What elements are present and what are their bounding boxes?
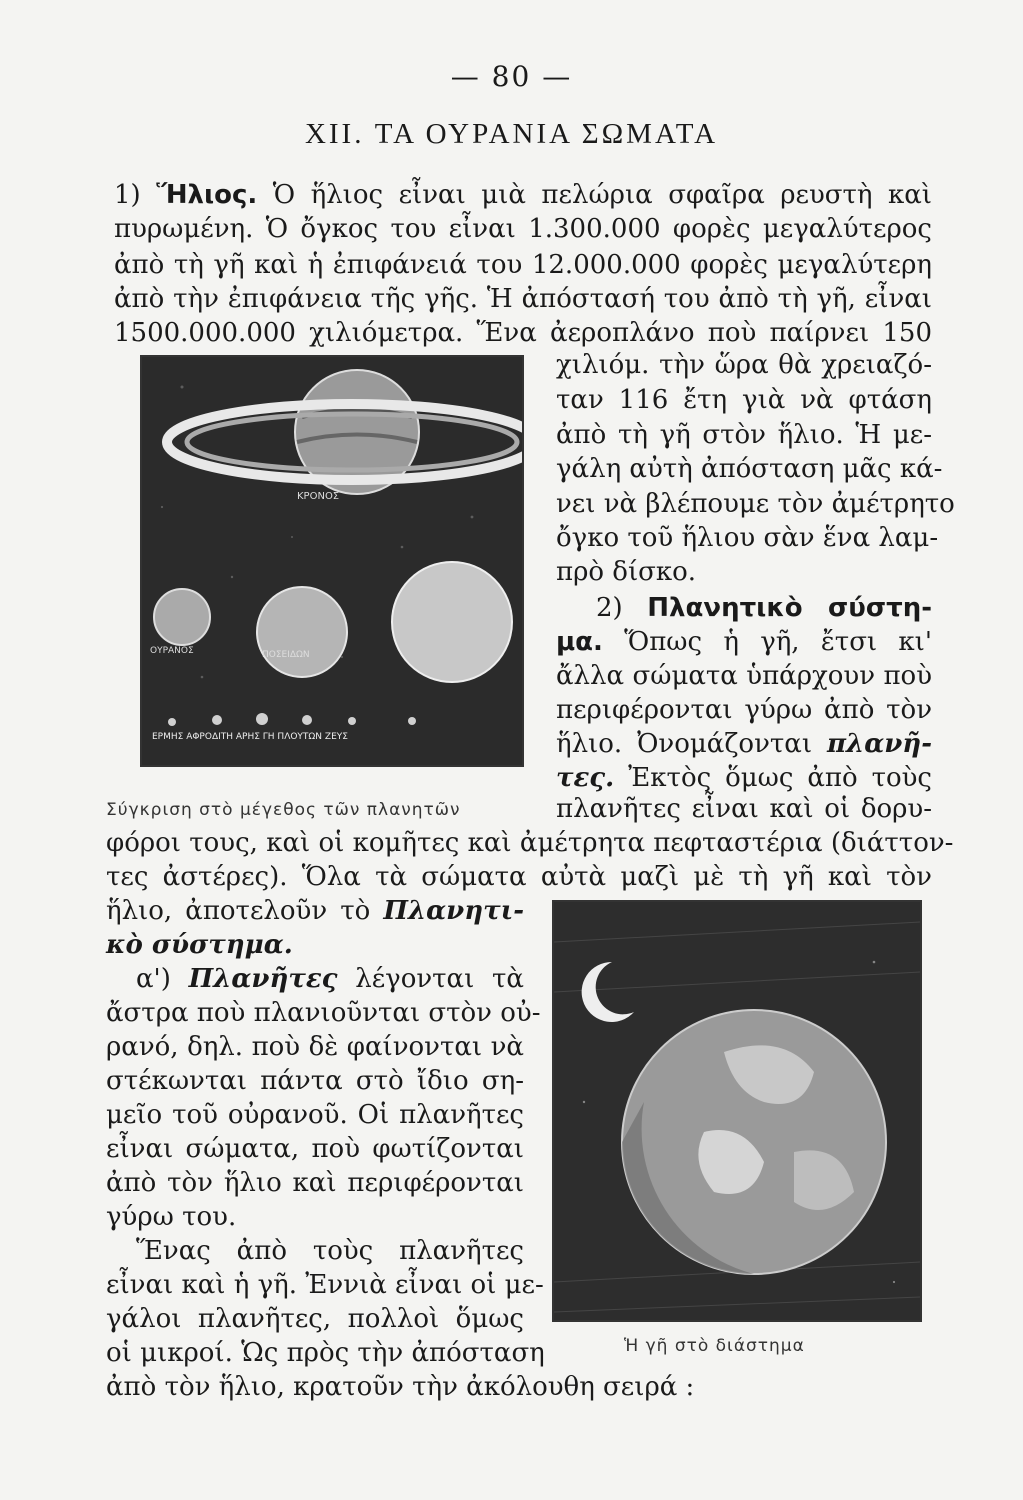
text-line: χιλιόμ. τὴν ὥρα θὰ χρειαζό- <box>556 350 932 380</box>
text-line: ἥλιο. Ὀνομάζονται πλανῆ- <box>556 729 932 759</box>
text-line: οἱ μικροί. Ὡς πρὸς τὴν ἀπόσταση <box>106 1338 545 1368</box>
text-line: εἶναι καὶ ἡ γῆ. Ἐννιὰ εἶναι οἱ με- <box>106 1270 544 1300</box>
planets-illustration <box>142 357 522 765</box>
text-line: εἶναι σώματα, ποὺ φωτίζονται <box>106 1134 524 1164</box>
chapter-title: XII. ΤΑ ΟΥΡΑΝΙΑ ΣΩΜΑΤΑ <box>304 118 719 150</box>
text-line: τες ἀστέρες). Ὅλα τὰ σώματα αὐτὰ μαζὶ μὲ τὴ γῆ καὶ τὸν <box>106 862 932 892</box>
text-line: γάλη αὐτὴ ἀπόσταση μᾶς κά- <box>556 454 943 484</box>
text-line: ἀπὸ τὴ γῆ στὸν ἥλιο. Ἡ με- <box>556 420 932 450</box>
text-line: τες. Ἐκτὸς ὅμως ἀπὸ τοὺς <box>556 763 932 793</box>
text-line: νει νὰ βλέπουμε τὸν ἀμέτρητο <box>556 489 955 519</box>
planet-label: ΕΡΜΗΣ ΑΦΡΟΔΙΤΗ ΑΡΗΣ ΓΗ ΠΛΟΥΤΩΝ ΖΕΥΣ <box>152 732 348 742</box>
text-line: ἥλιο, ἀποτελοῦν τὸ Πλανητι- <box>106 896 524 926</box>
text-line: περιφέρονται γύρω ἀπὸ τὸν <box>556 695 932 725</box>
text-line: στέκωνται πάντα στὸ ἴδιο ση- <box>106 1066 524 1096</box>
text-line: ἀπὸ τὴ γῆ καὶ ἡ ἐπιφάνειά του 12.000.000 φορὲς μεγαλύτερη <box>114 250 932 280</box>
text-line: κὸ σύστημα. <box>106 930 293 960</box>
text-line: πρὸ δίσκο. <box>556 557 697 587</box>
text-line: ἀπὸ τὸν ἥλιο, κρατοῦν τὴν ἀκόλουθη σειρά : <box>106 1372 695 1402</box>
text-line: πυρωμένη. Ὁ ὄγκος του εἶναι 1.300.000 φορὲς μεγαλύτερος <box>114 214 932 244</box>
text-line: γάλοι πλανῆτες, πολλοὶ ὅμως <box>106 1304 524 1334</box>
text-line: ἀπὸ τὸν ἥλιο καὶ περιφέρονται <box>106 1168 524 1198</box>
text-line: 1) Ἥλιος. Ὁ ἥλιος εἶναι μιὰ πελώρια σφαῖρα ρευστὴ καὶ <box>114 180 933 210</box>
figure-caption: Σύγκριση στὸ μέγεθος τῶν πλανητῶν <box>106 800 461 820</box>
figure-caption: Ἡ γῆ στὸ διάστημα <box>624 1336 805 1356</box>
text-line: ἄλλα σώματα ὑπάρχουν ποὺ <box>556 661 932 691</box>
text-line: ὄγκο τοῦ ἥλιου σὰν ἕνα λαμ- <box>556 523 939 553</box>
planet-label: ΚΡΟΝΟΣ <box>297 491 340 502</box>
earth-in-space-figure <box>552 900 922 1322</box>
text-line: ἀπὸ τὴν ἐπιφάνεια τῆς γῆς. Ἡ ἀπόστασή του ἀπὸ τὴ γῆ, εἶναι <box>114 284 932 314</box>
text-line: ἄστρα ποὺ πλανιοῦνται στὸν οὐ- <box>106 998 541 1028</box>
planet-label: ΟΥΡΑΝΟΣ <box>150 646 194 656</box>
planet-label: ΠΟΣΕΙΔΩΝ <box>262 650 310 660</box>
text-line: πλανῆτες εἶναι καὶ οἱ δορυ- <box>556 794 932 824</box>
section-heading: 2) Πλανητικὸ σύστη- <box>596 593 932 623</box>
text-line: μα. Ὅπως ἡ γῆ, ἔτσι κι' <box>556 627 932 657</box>
text-line: 1500.000.000 χιλιόμετρα. Ἕνα ἀεροπλάνο ποὺ παίρνει 150 <box>114 318 932 348</box>
text-line: Ἕνας ἀπὸ τοὺς πλανῆτες <box>136 1236 524 1266</box>
text-line: γύρω του. <box>106 1202 237 1232</box>
text-line: α') Πλανῆτες λέγονται τὰ <box>136 964 524 994</box>
text-line: φόροι τους, καὶ οἱ κομῆτες καὶ ἀμέτρητα πεφταστέρια (διάττον- <box>106 828 954 858</box>
page-number: — 80 — <box>450 60 573 93</box>
text-line: ρανό, δηλ. ποὺ δὲ φαίνονται νὰ <box>106 1032 524 1062</box>
earth-illustration <box>554 902 920 1320</box>
text-line: μεῖο τοῦ οὐρανοῦ. Οἱ πλανῆτες <box>106 1100 524 1130</box>
text-line: ταν 116 ἔτη γιὰ νὰ φτάση <box>556 385 932 415</box>
planets-comparison-figure <box>140 355 524 767</box>
